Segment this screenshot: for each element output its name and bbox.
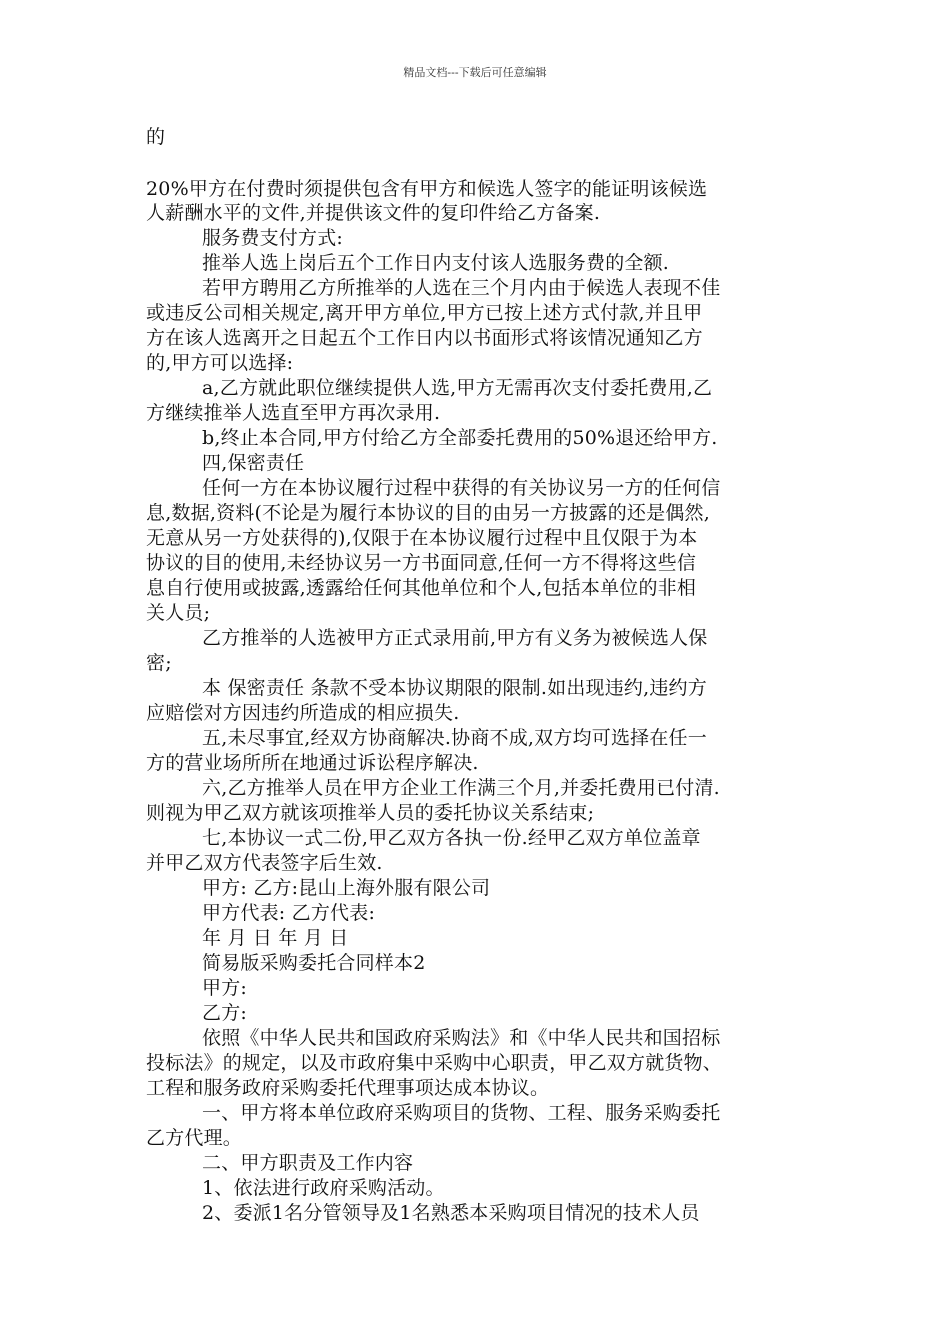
- text-line: 甲方代表: 乙方代表:: [202, 902, 376, 924]
- text-line: 息自行使用或披露,透露给任何其他单位和个人,包括本单位的非相: [146, 577, 697, 599]
- text-line: 协议的目的使用,未经协议另一方书面同意,任何一方不得将这些信: [146, 552, 697, 574]
- text-line: 息,数据,资料(不论是为履行本协议的目的由另一方披露的还是偶然,: [146, 502, 710, 524]
- text-line: 甲方:: [202, 977, 248, 999]
- text-line: 工程和服务政府采购委托代理事项达成本协议。: [146, 1077, 550, 1099]
- page-header: 精品文档---下载后可任意编辑: [403, 66, 547, 79]
- text-line: 任何一方在本协议履行过程中获得的有关协议另一方的任何信: [202, 477, 721, 499]
- text-line: 简易版采购委托合同样本2: [202, 952, 426, 974]
- text-line: 六,乙方推举人员在甲方企业工作满三个月,并委托费用已付清.: [202, 777, 720, 799]
- text-line: 则视为甲乙双方就该项推举人员的委托协议关系结束;: [146, 802, 595, 824]
- text-line: 五,未尽事宜,经双方协商解决.协商不成,双方均可选择在任一: [202, 727, 707, 749]
- text-line: 20%甲方在付费时须提供包含有甲方和候选人签字的能证明该候选: [146, 178, 708, 200]
- text-line: 1、依法进行政府采购活动。: [202, 1177, 445, 1199]
- text-line: 本 保密责任 条款不受本协议期限的限制.如出现违约,违约方: [202, 677, 707, 699]
- text-line: 乙方推举的人选被甲方正式录用前,甲方有义务为被候选人保: [202, 627, 708, 649]
- text-line: 投标法》的规定，以及市政府集中采购中心职责，甲乙双方就货物、: [146, 1052, 723, 1074]
- text-line: 一、甲方将本单位政府采购项目的货物、工程、服务采购委托: [202, 1102, 721, 1124]
- text-line: a,乙方就此职位继续提供人选,甲方无需再次支付委托费用,乙: [202, 377, 713, 399]
- text-line: 二、甲方职责及工作内容: [202, 1152, 414, 1174]
- text-line: 推举人选上岗后五个工作日内支付该人选服务费的全额.: [202, 252, 670, 274]
- text-line: b,终止本合同,甲方付给乙方全部委托费用的50%退还给甲方.: [202, 427, 718, 449]
- text-line: 方的营业场所所在地通过诉讼程序解决.: [146, 752, 479, 774]
- text-line: 2、委派1名分管领导及1名熟悉本采购项目情况的技术人员: [202, 1202, 700, 1224]
- text-line: 乙方代理。: [146, 1127, 243, 1149]
- text-line: 七,本协议一式二份,甲乙双方各执一份.经甲乙双方单位盖章: [202, 827, 701, 849]
- text-line: 服务费支付方式:: [202, 227, 344, 249]
- text-line: 并甲乙双方代表签字后生效.: [146, 852, 383, 874]
- text-line: 关人员;: [146, 602, 211, 624]
- text-line: 甲方: 乙方:昆山上海外服有限公司: [202, 877, 491, 899]
- text-line: 方在该人选离开之日起五个工作日内以书面形式将该情况通知乙方: [146, 327, 703, 349]
- text-line: 无意从另一方处获得的),仅限于在本协议履行过程中且仅限于为本: [146, 527, 698, 549]
- text-line: 的,甲方可以选择:: [146, 352, 294, 374]
- text-line: 人薪酬水平的文件,并提供该文件的复印件给乙方备案.: [146, 202, 601, 224]
- text-line: 或违反公司相关规定,离开甲方单位,甲方已按上述方式付款,并且甲: [146, 302, 703, 324]
- text-line: 方继续推举人选直至甲方再次录用.: [146, 402, 441, 424]
- text-line: 的: [146, 126, 166, 148]
- text-line: 若甲方聘用乙方所推举的人选在三个月内由于候选人表现不佳: [202, 277, 721, 299]
- text-line: 年 月 日 年 月 日: [202, 927, 349, 949]
- text-line: 密;: [146, 652, 172, 674]
- text-line: 依照《中华人民共和国政府采购法》和《中华人民共和国招标: [202, 1027, 721, 1049]
- text-line: 乙方:: [202, 1002, 248, 1024]
- text-line: 四,保密责任: [202, 452, 305, 474]
- text-line: 应赔偿对方因违约所造成的相应损失.: [146, 702, 460, 724]
